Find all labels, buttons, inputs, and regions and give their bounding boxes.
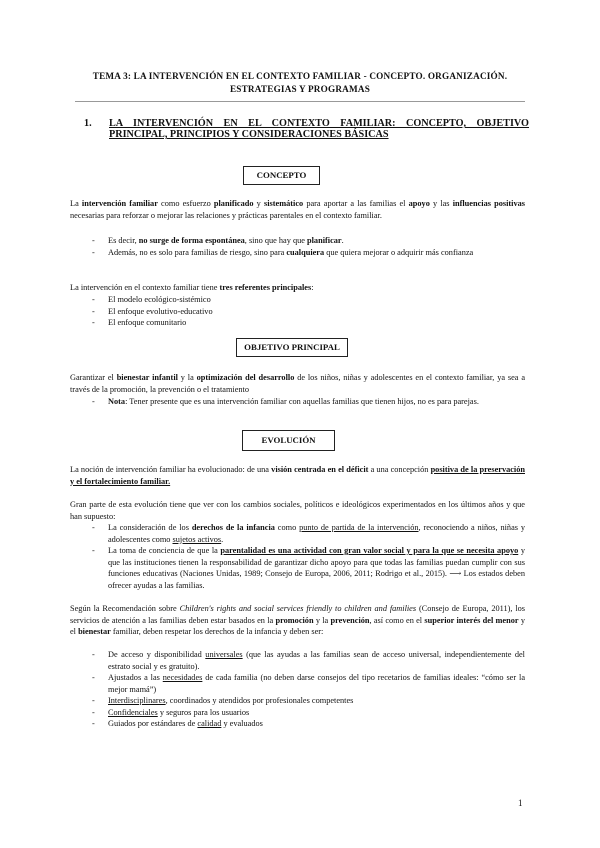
text: Además, no es solo para familias de riesgo, sino para	[108, 247, 287, 257]
text: visión centrada en el déficit	[271, 465, 369, 474]
text: derechos de la infancia	[191, 523, 275, 532]
text: apoyo	[408, 199, 430, 208]
text: bienestar	[78, 627, 111, 636]
evolucion-paragraph-3	[70, 603, 525, 638]
text: tres referentes principales	[219, 283, 312, 292]
evolucion-paragraph-1	[70, 464, 525, 487]
text: calidad	[197, 719, 222, 728]
text: como	[274, 523, 300, 532]
text: Guiados por estándares de	[108, 719, 198, 728]
text: de cada familia (no deben darse consejos del tipo recetarios de familias ideales: “cómo ser la mejor mamá”)	[108, 673, 525, 694]
text: necesarias para reforzar o mejorar las relaciones y prácticas parentales en el contexto familiar.	[70, 210, 382, 220]
text: promoción	[275, 615, 314, 625]
page-number: 1	[518, 798, 523, 808]
text: La	[70, 199, 82, 208]
evolucion-box	[242, 430, 335, 451]
list-item	[92, 672, 525, 695]
text: :	[311, 283, 314, 292]
text: De acceso y disponibilidad	[108, 650, 206, 659]
text: Garantizar el	[70, 373, 117, 382]
text: bienestar infantil	[116, 373, 178, 382]
text: planificado	[213, 199, 254, 208]
text: que quiera mejorar o adquirir más confianza	[324, 247, 474, 257]
text: como esfuerzo	[157, 199, 214, 208]
text: universales	[205, 650, 243, 659]
list-item	[92, 235, 525, 247]
section-1-heading	[84, 118, 529, 140]
section-1-number: 1.	[84, 118, 92, 129]
list-item: - El enfoque evolutivo-educativo	[92, 306, 525, 318]
objetivo-paragraph	[70, 372, 525, 395]
text: (Consejo de Europa, 2011), los servicios de atención a las familias deben estar basados en la	[70, 604, 525, 625]
text: Interdisciplinares	[108, 696, 166, 705]
text: Es decir,	[108, 236, 139, 245]
objetivo-box	[236, 338, 348, 357]
services-list	[92, 649, 525, 730]
text: , coordinados y atendidos por profesionales competentes	[165, 696, 354, 705]
evolucion-list	[92, 522, 525, 591]
evolucion-label: EVOLUCIÓN	[261, 435, 316, 445]
list-item	[92, 649, 525, 672]
referents-intro	[70, 282, 525, 294]
objetivo-note-list	[92, 396, 525, 408]
list-item	[92, 522, 525, 545]
text: positiva de la preservación y el fortalecimiento familiar.	[70, 465, 525, 486]
concepto-list	[92, 235, 525, 258]
text: no surge de forma espontánea	[138, 236, 245, 245]
text: y seguros para los usuarios	[157, 707, 250, 717]
text: (que las ayudas a las familias sean de acceso universal, independientemente del estrato social y es gratuito).	[108, 650, 525, 671]
text: sujetos activos	[172, 534, 222, 544]
list-item: - El enfoque comunitario	[92, 317, 525, 329]
text: Según la Recomendación sobre	[70, 604, 180, 613]
text: prevención	[330, 615, 370, 625]
note-text: : Tener presente que es una intervención familiar con aquellas familias que tienen hijos, no es para parejas.	[125, 397, 479, 406]
text: para aportar a las familias el	[303, 199, 409, 208]
text: intervención familiar	[81, 199, 158, 208]
objetivo-label: OBJETIVO PRINCIPAL	[244, 342, 340, 352]
text: optimización del desarrollo	[196, 373, 295, 382]
text: Confidenciales	[108, 707, 158, 717]
text: punto de partida de la intervención	[299, 523, 419, 532]
list-item	[92, 545, 525, 591]
text: parentalidad es una actividad con gran valor social y para la que se necesita apoyo	[220, 546, 519, 555]
text: y que las instituciones tienen la responsabilidad de garantizar dicho apoyo para que todas las familias puedan cumplir con sus funciones educativas (Naciones Unidas, 1989; Consejo de Europa, 2006, 2011; Rodrigo et al., 2015).	[108, 546, 525, 578]
text: , así como en el	[369, 615, 425, 625]
list-item	[92, 247, 525, 259]
title-line-2: ESTRATEGIAS Y PROGRAMAS	[229, 83, 371, 94]
note-item	[92, 396, 525, 408]
arrow-icon: ⟶	[449, 569, 462, 578]
text: .	[341, 236, 344, 245]
text: Ajustados a las	[108, 673, 163, 682]
text: La toma de conciencia de que la	[108, 546, 221, 555]
text: influencias positivas	[452, 199, 525, 208]
text: familiar, deben respetar los derechos de la infancia y deben ser:	[110, 627, 324, 636]
evolucion-paragraph-2: Gran parte de esta evolución tiene que ver con los cambios sociales, políticos e ideológicos experimentados en los últimos años y que han supuesto:	[70, 500, 525, 521]
text: La consideración de los	[108, 523, 192, 532]
text: Children's rights and social services friendly to children and families	[179, 604, 417, 613]
section-1-title: LA INTERVENCIÓN EN EL CONTEXTO FAMILIAR: CONCEPTO, OBJETIVO PRINCIPAL, PRINCIPIOS Y CONSIDERACIONES BÁSICAS	[109, 118, 529, 140]
text: y las	[429, 199, 453, 208]
title-divider	[75, 101, 525, 102]
concepto-label: CONCEPTO	[256, 170, 307, 180]
text: La intervención en el contexto familiar tiene	[70, 283, 220, 292]
title-line-1: TEMA 3: LA INTERVENCIÓN EN EL CONTEXTO FAMILIAR - CONCEPTO. ORGANIZACIÓN.	[92, 71, 508, 81]
concepto-box	[243, 166, 320, 185]
text: superior interés del menor	[424, 615, 519, 625]
text: y la	[177, 373, 197, 382]
text: Los estados deben ofrecer ayudas a las familias.	[108, 569, 525, 590]
text: necesidades	[162, 673, 203, 682]
text: sistemático	[264, 199, 304, 208]
text: y	[253, 199, 264, 208]
concepto-paragraph	[70, 198, 525, 221]
text: cualquiera	[286, 247, 325, 257]
text: , sino que hay que	[244, 236, 308, 245]
document-title	[70, 70, 530, 95]
list-item	[92, 695, 525, 707]
text: La noción de intervención familiar ha evolucionado: de una	[70, 465, 272, 474]
text: y el	[70, 615, 525, 636]
text: de los niños, niñas y adolescentes en el contexto familiar, ya sea a través de la promoción, la prevención o el tratamiento	[70, 373, 526, 394]
list-item	[92, 707, 525, 719]
text: a una concepción	[368, 465, 431, 474]
note-label: Nota	[108, 397, 126, 406]
text: planificar	[307, 236, 342, 245]
text: y la	[313, 615, 331, 625]
text: , reconociendo a niños, niñas y adolescentes como	[108, 523, 525, 544]
text: y evaluados	[221, 719, 263, 728]
list-item: - El modelo ecológico-sistémico	[92, 294, 525, 306]
text: .	[221, 534, 224, 544]
referents-list	[92, 294, 525, 329]
list-item	[92, 718, 525, 730]
